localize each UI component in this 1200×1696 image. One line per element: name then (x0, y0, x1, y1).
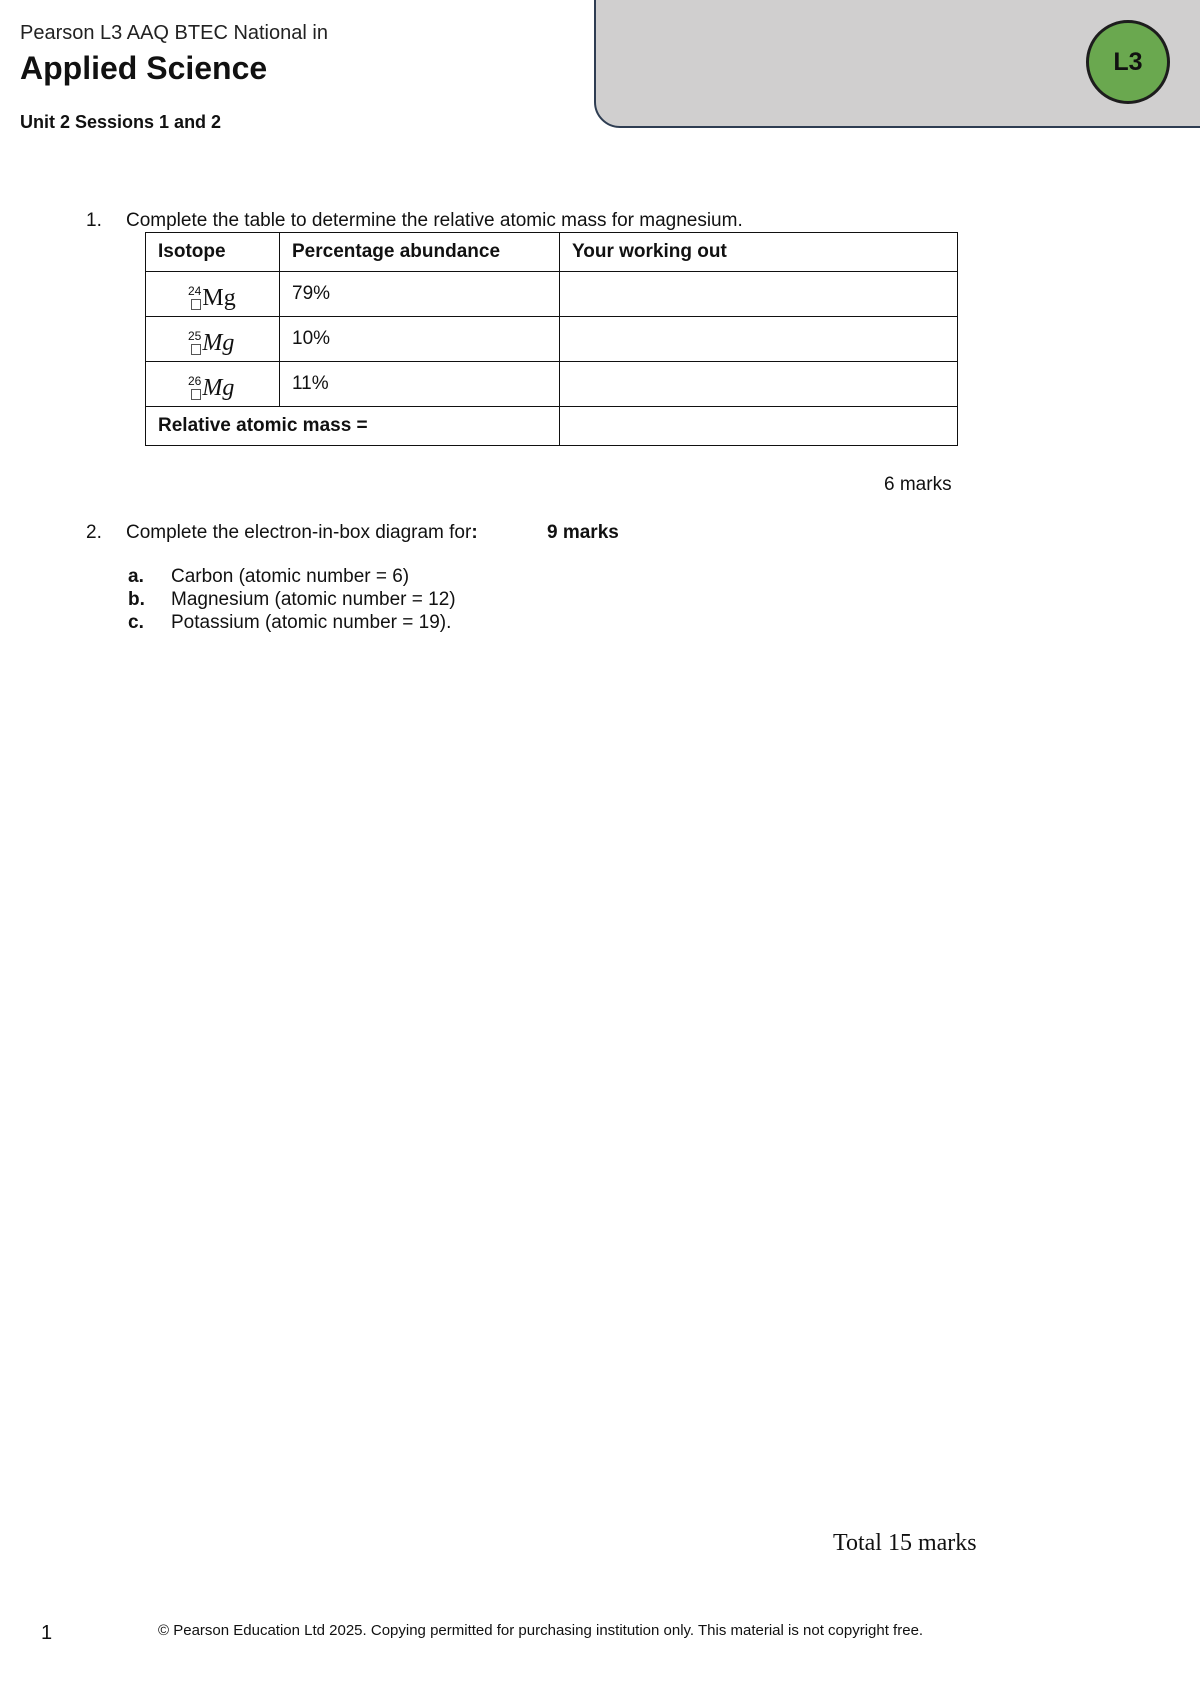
element-symbol: Mg (202, 329, 235, 356)
mass-number: 24 (188, 283, 202, 298)
element-symbol: Mg (202, 374, 235, 401)
level-badge (1086, 20, 1170, 104)
item-letter: a. (128, 566, 144, 587)
question-2-colon: : (471, 522, 478, 543)
abundance-cell: 10% (280, 317, 560, 362)
table-row (146, 362, 958, 407)
atomic-number-placeholder-icon (191, 299, 201, 310)
item-text: Magnesium (atomic number = 12) (171, 589, 456, 610)
item-letter: c. (128, 612, 144, 633)
atomic-number-placeholder-icon (191, 344, 201, 355)
header-working-out: Your working out (560, 233, 958, 272)
list-item (128, 589, 456, 611)
working-out-cell[interactable] (560, 272, 958, 317)
copyright-notice: © Pearson Education Ltd 2025. Copying permitted for purchasing institution only. This material is not copyright free. (158, 1622, 924, 1639)
question-1-marks: 6 marks (884, 474, 952, 495)
element-symbol: Mg (202, 284, 236, 311)
question-1-text: Complete the table to determine the relative atomic mass for magnesium. (126, 210, 743, 231)
relative-atomic-mass-answer-cell[interactable] (560, 407, 958, 446)
unit-label: Unit 2 Sessions 1 and 2 (20, 112, 222, 132)
question-1-number: 1. (86, 210, 102, 231)
isotope-table (145, 232, 958, 446)
abundance-cell: 11% (280, 362, 560, 407)
abundance-cell: 79% (280, 272, 560, 317)
question-2-number: 2. (86, 522, 102, 543)
isotope-cell (146, 272, 280, 317)
isotope-cell (146, 317, 280, 362)
working-out-cell[interactable] (560, 362, 958, 407)
isotope-notation (158, 375, 234, 400)
list-item (128, 566, 409, 588)
page-number: 1 (41, 1622, 53, 1644)
mass-number: 26 (188, 373, 202, 388)
atomic-number-placeholder-icon (191, 389, 201, 400)
page-title: Applied Science (20, 50, 268, 86)
mass-number: 25 (188, 328, 202, 343)
list-item (128, 612, 451, 634)
table-row (146, 317, 958, 362)
table-header-row (146, 233, 958, 272)
question-2-text: Complete the electron-in-box diagram for (126, 522, 472, 543)
question-2-marks: 9 marks (547, 522, 619, 543)
isotope-cell (146, 362, 280, 407)
total-marks: Total 15 marks (833, 1530, 977, 1556)
total-row (146, 407, 958, 446)
item-text: Carbon (atomic number = 6) (171, 566, 410, 587)
question-2-prompt (126, 522, 478, 544)
working-out-cell[interactable] (560, 317, 958, 362)
header-isotope: Isotope (146, 233, 280, 272)
header-percentage-abundance: Percentage abundance (280, 233, 560, 272)
isotope-notation (158, 285, 236, 310)
isotope-notation (158, 330, 234, 355)
item-letter: b. (128, 589, 145, 610)
table-row (146, 272, 958, 317)
header-subtitle: Pearson L3 AAQ BTEC National in (20, 22, 328, 44)
level-badge-label: L3 (1113, 47, 1143, 76)
relative-atomic-mass-label: Relative atomic mass = (146, 407, 560, 446)
item-text: Potassium (atomic number = 19). (171, 612, 452, 633)
